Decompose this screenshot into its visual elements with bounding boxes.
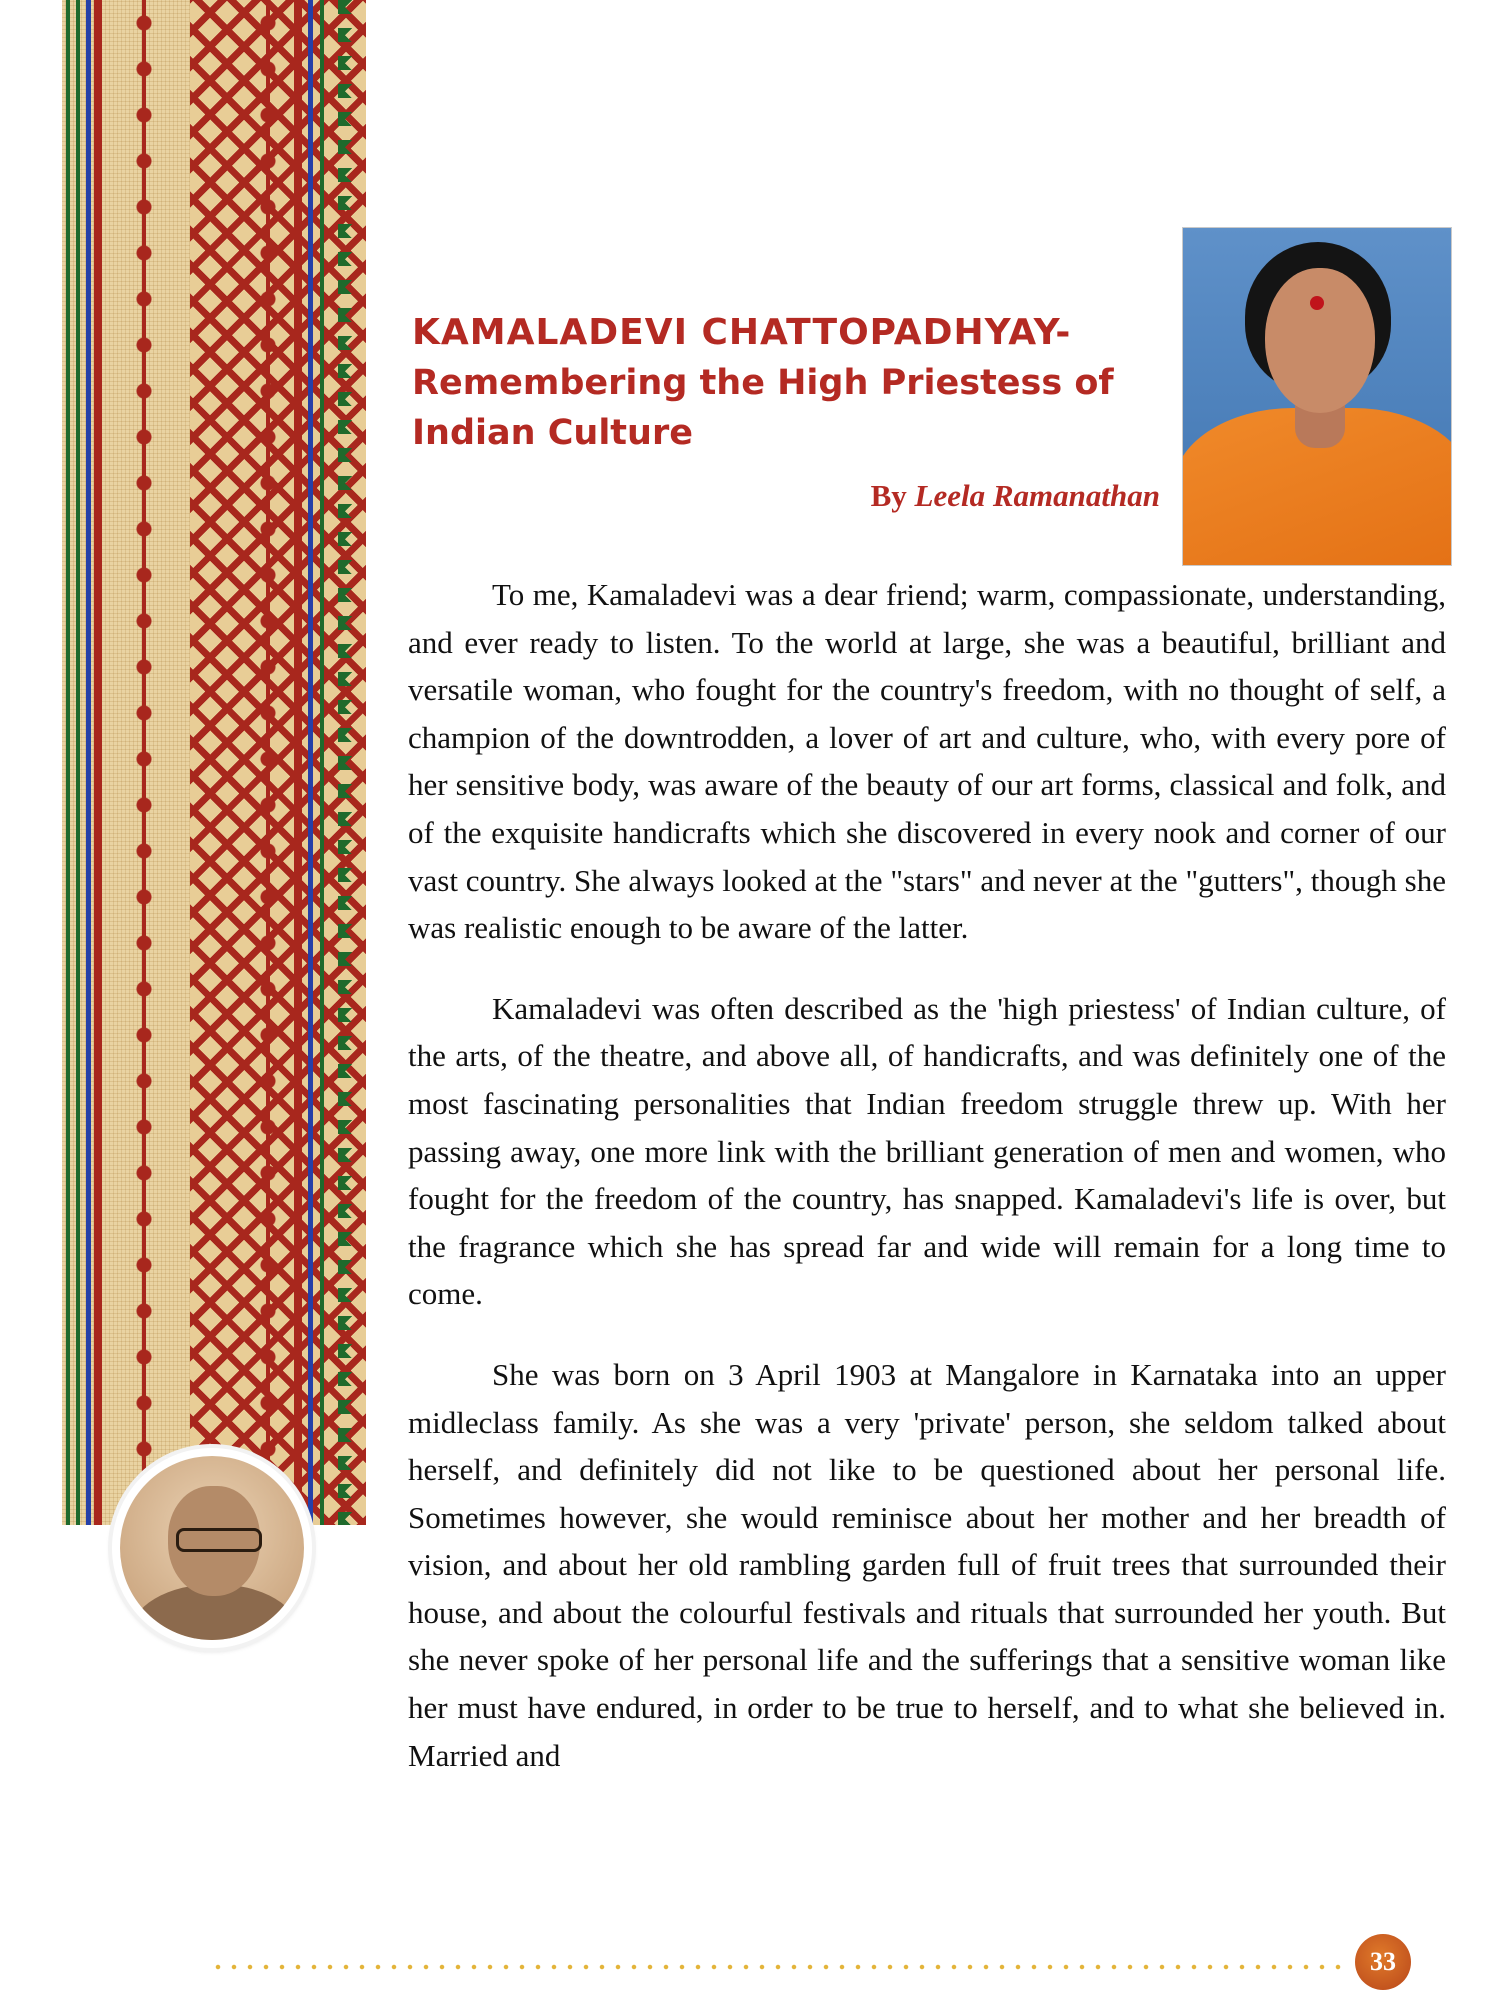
subtitle-line: Indian Culture (412, 413, 693, 453)
article-body (408, 571, 1446, 1812)
border-motif-column (124, 0, 164, 1525)
portrait-glasses (176, 1528, 262, 1552)
subtitle-line: Remembering the High Priestess of (412, 363, 1114, 403)
decorative-border (62, 0, 352, 1525)
paragraph: She was born on 3 April 1903 at Mangalore in Karnataka into an upper midleclass family. As she was a very 'private' person, she seldom talked about herself, and definitely did not like to be questioned about her personal life. Sometimes however, she would reminisce about her mother and her breadth of vision, and about her old rambling garden full of fruit trees that surrounded their house, and about the colourful festivals and rituals that surrounded her youth. But she never spoke of her personal life and the sufferings that a sensitive woman like her must have endured, in order to be true to herself, and to what she believed in. Married and (408, 1356, 1446, 1773)
border-stripe-blue (308, 0, 313, 1525)
byline-author: Leela Ramanathan (914, 478, 1160, 513)
portrait-bindi (1310, 296, 1324, 310)
border-motif-column (248, 0, 288, 1525)
footer-dotted-rule (210, 1964, 1350, 1970)
border-stripe-blue (86, 0, 91, 1525)
border-band-red (94, 0, 102, 1525)
title-line: KAMALADEVI CHATTOPADHYAY- (412, 312, 1072, 353)
paragraph: To me, Kamaladevi was a dear friend; warm, compassionate, understanding, and ever ready to listen. To the world at large, she was a beautiful, brilliant and versatile woman, who fought for the country's freedom, with no thought of self, a champion of the downtrodden, a lover of art and culture, who, with every pore of her sensitive body, was aware of the beauty of our art forms, classical and folk, and of the exquisite handicrafts which she discovered in every nook and corner of our vast country. She always looked at the "stars" and never at the "gutters", though she was realistic enough to be aware of the latter. (408, 577, 1446, 946)
border-zigzag-edge (338, 0, 366, 1525)
paragraph: Kamaladevi was often described as the 'high priestess' of Indian culture, of the arts, of the theatre, and above all, of handicrafts, and was definitely one of the most fascinating personalities that Indian freedom struggle threw up. With her passing away, one more link with the brilliant generation of men and women, who fought for the freedom of the country, has snapped. Kamaladevi's life is over, but the fragrance which she has spread far and wide will remain for a long time to come. (408, 990, 1446, 1312)
elderly-portrait-photo (112, 1448, 312, 1648)
border-stripe-green (76, 0, 80, 1525)
article-title (412, 308, 1192, 458)
author-portrait-photo (1183, 228, 1451, 565)
border-stripe-green (320, 0, 324, 1525)
byline (700, 478, 1160, 514)
byline-prefix: By (870, 478, 907, 513)
portrait-face (1265, 268, 1375, 413)
border-band-red (294, 0, 302, 1525)
page-number: 33 (1355, 1934, 1411, 1990)
border-stripe-green (66, 0, 70, 1525)
